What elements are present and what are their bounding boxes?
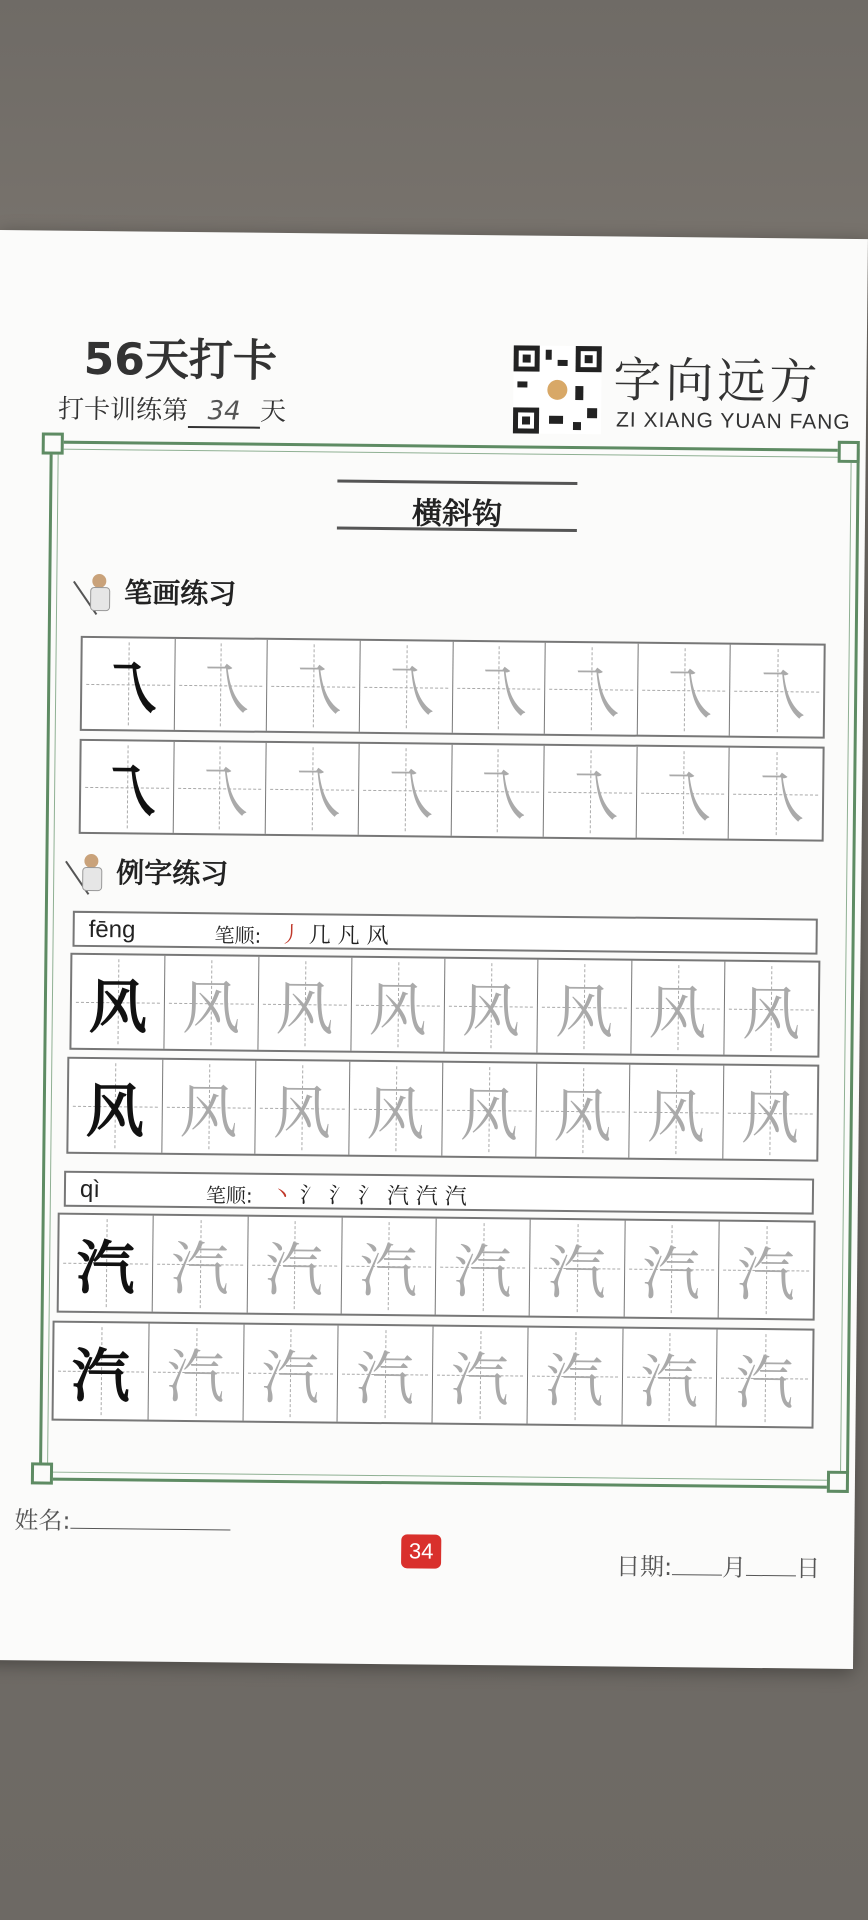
practice-cell: 汽 bbox=[718, 1222, 813, 1319]
practice-cell: 乁 bbox=[636, 747, 730, 839]
date-label: 日期: bbox=[615, 1552, 673, 1582]
frame-corner-ornament bbox=[31, 1462, 53, 1484]
brand-name-en: ZI XIANG YUAN FANG bbox=[615, 408, 851, 434]
practice-cell: 乁 bbox=[730, 645, 824, 737]
stroke-practice-row bbox=[79, 739, 825, 842]
practice-cell: 乁 bbox=[359, 744, 453, 836]
practice-cell: 风 bbox=[258, 957, 352, 1051]
day-suffix: 天 bbox=[259, 396, 287, 428]
swordsman-icon bbox=[86, 574, 116, 614]
page-number-badge: 34 bbox=[401, 1534, 441, 1568]
frame-corner-ornament bbox=[42, 432, 64, 454]
practice-cell: 风 bbox=[442, 1063, 536, 1157]
character-practice-row bbox=[57, 1213, 816, 1321]
practice-cell: 汽 bbox=[341, 1218, 436, 1315]
practice-cell: 乁 bbox=[451, 745, 545, 837]
stroke-order: 丿 几 凡 风 bbox=[279, 922, 389, 950]
practice-cell: 乁 bbox=[729, 748, 823, 840]
practice-cell: 乁 bbox=[266, 743, 360, 835]
name-label: 姓名: bbox=[14, 1506, 71, 1535]
practice-cell: 汽 bbox=[148, 1324, 244, 1421]
stroke-practice-row bbox=[80, 636, 826, 739]
topic-banner bbox=[337, 474, 578, 539]
pinyin-text: fēng bbox=[88, 915, 136, 944]
brand-name-cn: 字向远方 bbox=[613, 352, 822, 411]
practice-cell: 风 bbox=[536, 1064, 630, 1158]
practice-cell: 乁 bbox=[81, 741, 175, 833]
practice-cell: 汽 bbox=[530, 1220, 625, 1317]
worksheet-title: 56天打卡 bbox=[83, 333, 278, 387]
practice-cell: 风 bbox=[349, 1062, 443, 1156]
practice-cell: 汽 bbox=[153, 1216, 248, 1313]
practice-cell: 汽 bbox=[527, 1328, 623, 1425]
practice-cell: 风 bbox=[255, 1061, 349, 1155]
topic-banner-text: 横斜钩 bbox=[411, 496, 503, 533]
character-practice-row bbox=[66, 1057, 819, 1162]
practice-cell: 风 bbox=[538, 960, 632, 1054]
day-counter bbox=[58, 389, 286, 429]
practice-cell: 风 bbox=[71, 955, 165, 1049]
practice-cell: 风 bbox=[723, 1066, 817, 1160]
practice-cell: 汽 bbox=[243, 1325, 339, 1422]
frame-corner-ornament bbox=[838, 441, 860, 463]
character-practice-row bbox=[69, 953, 820, 1058]
practice-cell: 风 bbox=[351, 958, 445, 1052]
example-section-heading: 例字练习 bbox=[78, 851, 228, 896]
practice-cell: 风 bbox=[162, 1060, 256, 1154]
month-label: 月 bbox=[721, 1553, 747, 1582]
practice-cell: 汽 bbox=[624, 1221, 719, 1318]
practice-cell: 乁 bbox=[173, 742, 267, 834]
practice-cell: 乁 bbox=[360, 641, 454, 733]
practice-cell: 风 bbox=[68, 1059, 162, 1153]
practice-cell: 汽 bbox=[338, 1326, 434, 1423]
practice-cell: 汽 bbox=[717, 1330, 813, 1427]
practice-cell: 汽 bbox=[436, 1219, 531, 1316]
qr-code-icon bbox=[513, 345, 602, 434]
practice-cell: 乁 bbox=[267, 640, 361, 732]
practice-cell: 乁 bbox=[637, 644, 731, 736]
practice-cell: 乁 bbox=[545, 643, 639, 735]
practice-cell: 汽 bbox=[59, 1215, 154, 1312]
practice-cell: 风 bbox=[165, 956, 259, 1050]
character-practice-row bbox=[52, 1321, 815, 1429]
stroke-order-label: 笔顺: bbox=[205, 1183, 253, 1208]
stroke-order-label: 笔顺: bbox=[214, 923, 262, 948]
practice-cell: 风 bbox=[444, 959, 538, 1053]
worksheet-paper bbox=[0, 230, 868, 1669]
practice-cell: 乁 bbox=[82, 638, 176, 730]
practice-cell: 乁 bbox=[452, 642, 546, 734]
practice-cell: 汽 bbox=[247, 1217, 342, 1314]
practice-cell: 风 bbox=[629, 1065, 723, 1159]
stroke-section-heading: 笔画练习 bbox=[86, 571, 236, 616]
practice-cell: 乁 bbox=[174, 639, 268, 731]
name-blank bbox=[70, 1528, 230, 1531]
day-prefix: 打卡训练第 bbox=[57, 394, 189, 426]
frame-corner-ornament bbox=[827, 1471, 849, 1493]
stroke-order: 丶 氵 氵 氵 汽 汽 汽 bbox=[270, 1182, 468, 1210]
date-field bbox=[616, 1547, 820, 1584]
swordsman-icon bbox=[78, 854, 108, 894]
pinyin-text: qì bbox=[79, 1175, 101, 1204]
practice-cell: 乁 bbox=[544, 746, 638, 838]
practice-cell: 汽 bbox=[54, 1323, 150, 1420]
name-field bbox=[14, 1500, 230, 1537]
practice-cell: 风 bbox=[631, 961, 725, 1055]
day-label: 日 bbox=[795, 1554, 821, 1583]
day-number: 34 bbox=[188, 396, 260, 429]
practice-cell: 汽 bbox=[622, 1329, 718, 1426]
practice-cell: 汽 bbox=[433, 1327, 529, 1424]
practice-cell: 风 bbox=[724, 962, 818, 1056]
